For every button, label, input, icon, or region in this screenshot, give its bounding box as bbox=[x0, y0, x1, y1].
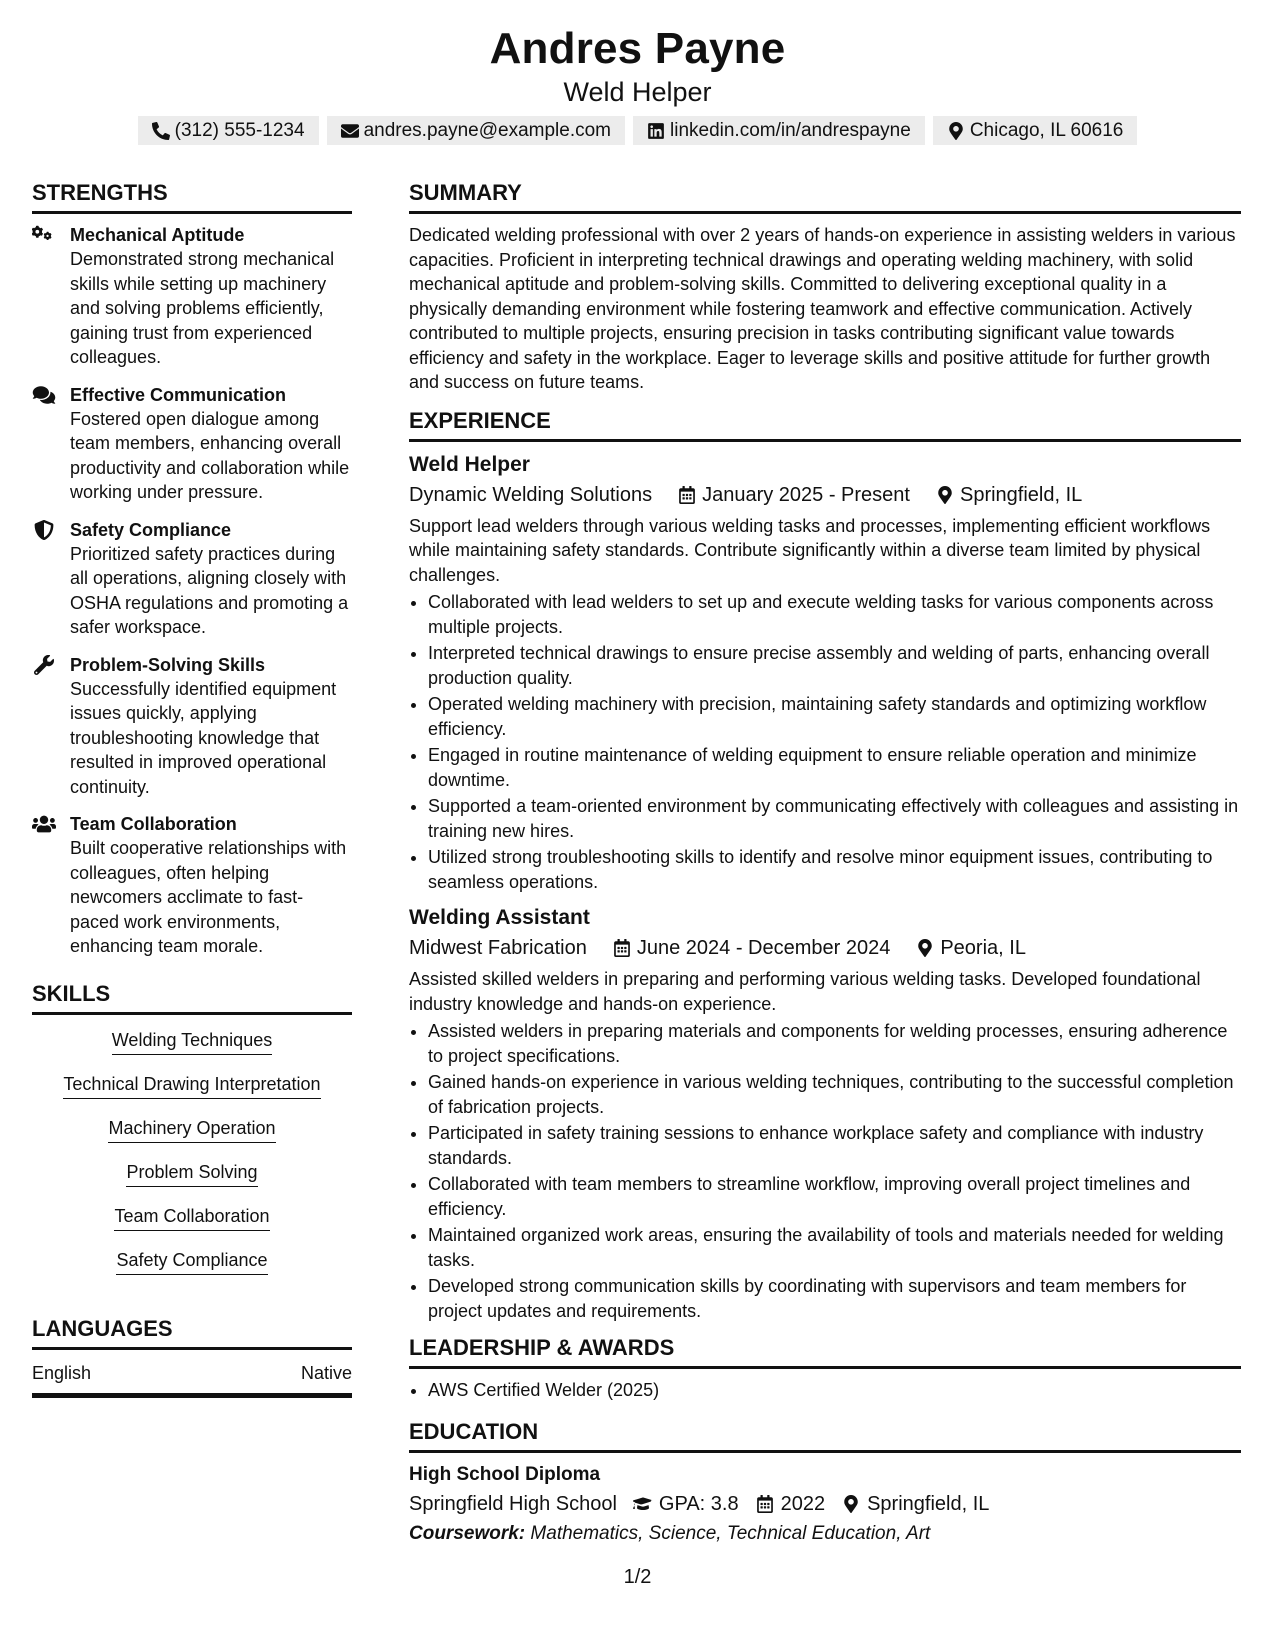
summary-heading: SUMMARY bbox=[409, 178, 1241, 214]
strength-item bbox=[32, 518, 352, 640]
job-bullet: • Maintained organized work areas, ensuring the availability of tools and materials needed for welding tasks. bbox=[428, 1223, 1241, 1272]
calendar-icon bbox=[678, 486, 696, 504]
contact-email[interactable] bbox=[327, 116, 625, 145]
job-bullet: • Gained hands-on experience in various welding techniques, contributing to the successful completion of fabrication projects. bbox=[428, 1070, 1241, 1119]
job-title: Welding Assistant bbox=[409, 906, 590, 929]
strength-desc: Demonstrated strong mechanical skills while setting up machinery and solving problems efficiently, gaining trust from experienced colleagues. bbox=[70, 249, 335, 367]
strength-desc: Fostered open dialogue among team members, enhancing overall productivity and collaboration while working under pressure. bbox=[70, 408, 350, 502]
location-text: Chicago, IL 60616 bbox=[969, 119, 1124, 141]
users-icon bbox=[32, 814, 56, 834]
job-bullets bbox=[409, 590, 1241, 894]
skill-tag: Welding Techniques bbox=[112, 1028, 272, 1055]
job-dates: January 2025 - Present bbox=[702, 483, 910, 506]
linkedin-icon bbox=[647, 122, 665, 140]
experience-heading: EXPERIENCE bbox=[409, 406, 1241, 442]
contact-linkedin[interactable] bbox=[633, 116, 925, 145]
skill-tag: Machinery Operation bbox=[108, 1116, 275, 1143]
strength-item bbox=[32, 383, 352, 505]
graduation-cap-icon bbox=[633, 1495, 653, 1513]
comments-icon bbox=[32, 385, 56, 405]
wrench-icon bbox=[32, 655, 56, 675]
job-location: Springfield, IL bbox=[959, 483, 1083, 506]
language-level: Native bbox=[300, 1362, 352, 1383]
job-bullet: • Developed strong communication skills by coordinating with supervisors and team members for project updates and requirements. bbox=[428, 1274, 1241, 1323]
gears-icon bbox=[32, 225, 56, 245]
job-bullet: • Engaged in routine maintenance of welding equipment to ensure reliable operation and minimize downtime. bbox=[428, 743, 1241, 792]
strength-title: Problem-Solving Skills bbox=[70, 654, 266, 675]
job-meta bbox=[409, 932, 1241, 964]
coursework bbox=[409, 1520, 1241, 1548]
strength-title: Team Collaboration bbox=[70, 814, 237, 834]
strength-item bbox=[32, 812, 352, 959]
strength-title: Mechanical Aptitude bbox=[70, 225, 245, 245]
map-marker-icon bbox=[841, 1495, 861, 1513]
job-entry bbox=[409, 904, 1241, 1323]
envelope-icon bbox=[341, 122, 359, 140]
awards-heading: LEADERSHIP & AWARDS bbox=[409, 1333, 1241, 1369]
job-bullets bbox=[409, 1019, 1241, 1323]
job-bullet: • Operated welding machinery with precision, maintaining safety standards and optimizing workflow efficiency. bbox=[428, 692, 1241, 741]
language-name: English bbox=[32, 1362, 92, 1383]
skill-tag: Team Collaboration bbox=[114, 1204, 269, 1231]
map-marker-icon bbox=[916, 939, 934, 957]
job-description: Assisted skilled welders in preparing and performing various welding tasks. Developed foundational industry knowledge and hands-on experience. bbox=[409, 969, 1201, 1014]
job-company: Midwest Fabrication bbox=[409, 937, 587, 959]
job-bullet: • Interpreted technical drawings to ensure precise assembly and welding of parts, enhancing overall production quality. bbox=[428, 641, 1241, 690]
job-bullet: • Collaborated with team members to streamline workflow, improving overall project timelines and efficiency. bbox=[428, 1172, 1241, 1221]
resume-header bbox=[0, 22, 1275, 145]
strengths-heading: STRENGTHS bbox=[32, 178, 352, 214]
job-location: Peoria, IL bbox=[940, 937, 1026, 959]
contact-location bbox=[933, 116, 1138, 145]
skill-tag: Problem Solving bbox=[126, 1160, 257, 1187]
coursework-label: Coursework: bbox=[409, 1522, 526, 1544]
left-column bbox=[32, 178, 352, 1398]
calendar-icon bbox=[613, 939, 631, 957]
school-name: Springfield High School bbox=[409, 1492, 617, 1515]
strength-item bbox=[32, 223, 352, 370]
page-number: 1/2 bbox=[623, 1566, 652, 1588]
contact-phone[interactable] bbox=[138, 116, 319, 145]
phone-icon bbox=[152, 122, 170, 140]
education-meta bbox=[409, 1488, 1241, 1520]
awards-list bbox=[409, 1378, 1241, 1403]
education-heading: EDUCATION bbox=[409, 1417, 1241, 1453]
strength-title: Safety Compliance bbox=[70, 519, 232, 540]
linkedin-text: linkedin.com/in/andrespayne bbox=[670, 119, 911, 141]
right-column bbox=[409, 178, 1241, 1548]
job-bullet: • Supported a team-oriented environment by communicating effectively with colleagues and assisting in training new hires. bbox=[428, 794, 1241, 843]
coursework-list: Mathematics, Science, Technical Education, Art bbox=[530, 1522, 931, 1544]
job-entry bbox=[409, 451, 1241, 895]
map-marker-icon bbox=[947, 122, 965, 140]
education-location: Springfield, IL bbox=[867, 1492, 990, 1515]
job-dates: June 2024 - December 2024 bbox=[636, 937, 891, 959]
job-bullet: • Collaborated with lead welders to set up and execute welding tasks for various components across multiple projects. bbox=[428, 590, 1241, 639]
job-bullet: • Utilized strong troubleshooting skills to identify and resolve minor equipment issues, contributing to seamless operations. bbox=[428, 845, 1241, 894]
skills-heading: SKILLS bbox=[32, 979, 352, 1015]
job-bullet: • Participated in safety training sessions to enhance workplace safety and compliance with industry standards. bbox=[428, 1121, 1241, 1170]
map-marker-icon bbox=[936, 486, 954, 504]
phone-text: (312) 555-1234 bbox=[174, 119, 305, 141]
contact-bar bbox=[0, 116, 1275, 145]
strength-desc: Built cooperative relationships with colleagues, often helping newcomers acclimate to fast-paced work environments, enhancing team morale. bbox=[70, 838, 347, 956]
education-year: 2022 bbox=[780, 1492, 826, 1515]
strength-desc: Prioritized safety practices during all operations, aligning closely with OSHA regulations and promoting a safer workspace. bbox=[70, 543, 349, 637]
calendar-icon bbox=[755, 1495, 775, 1513]
skills-list bbox=[32, 1024, 352, 1292]
job-title: Weld Helper bbox=[409, 452, 530, 476]
job-bullet: • Assisted welders in preparing materials and components for welding processes, ensuring adherence to project specifications. bbox=[428, 1019, 1241, 1068]
job-company: Dynamic Welding Solutions bbox=[409, 483, 653, 506]
skill-tag: Technical Drawing Interpretation bbox=[63, 1072, 320, 1099]
languages-heading: LANGUAGES bbox=[32, 1314, 352, 1350]
email-text: andres.payne@example.com bbox=[363, 119, 611, 141]
shield-icon bbox=[32, 520, 56, 540]
strength-title: Effective Communication bbox=[70, 384, 287, 405]
award-item: • AWS Certified Welder (2025) bbox=[428, 1378, 1241, 1403]
degree-title: High School Diploma bbox=[409, 1463, 601, 1485]
education-gpa: GPA: 3.8 bbox=[658, 1492, 739, 1515]
job-meta bbox=[409, 479, 1241, 511]
strength-desc: Successfully identified equipment issues quickly, applying troubleshooting knowledge that resulted in improved operational continuity. bbox=[70, 678, 337, 797]
strength-item bbox=[32, 653, 352, 800]
job-description: Support lead welders through various welding tasks and processes, implementing efficient workflows while maintaining safety standards. Contribute significantly within a diverse team limited by physical challenges. bbox=[409, 515, 1211, 585]
candidate-name: Andres Payne bbox=[489, 24, 786, 73]
candidate-title: Weld Helper bbox=[563, 77, 712, 107]
summary-text: Dedicated welding professional with over 2 years of hands-on experience in assisting welders in various capacities. Proficient in interpreting technical drawings and operating welding machinery, with solid mechanical aptitude and problem-solving skills. Committed to delivering exceptional quality in a physically demanding environment while fostering teamwork and effective communication. Actively contributed to multiple projects, ensuring precision in tasks contributing significant value towards efficiency and safety in the workplace. Eager to leverage skills and positive attitude for further growth and success on future teams. bbox=[409, 225, 1236, 392]
skill-tag: Safety Compliance bbox=[116, 1248, 267, 1275]
language-row bbox=[32, 1359, 352, 1398]
